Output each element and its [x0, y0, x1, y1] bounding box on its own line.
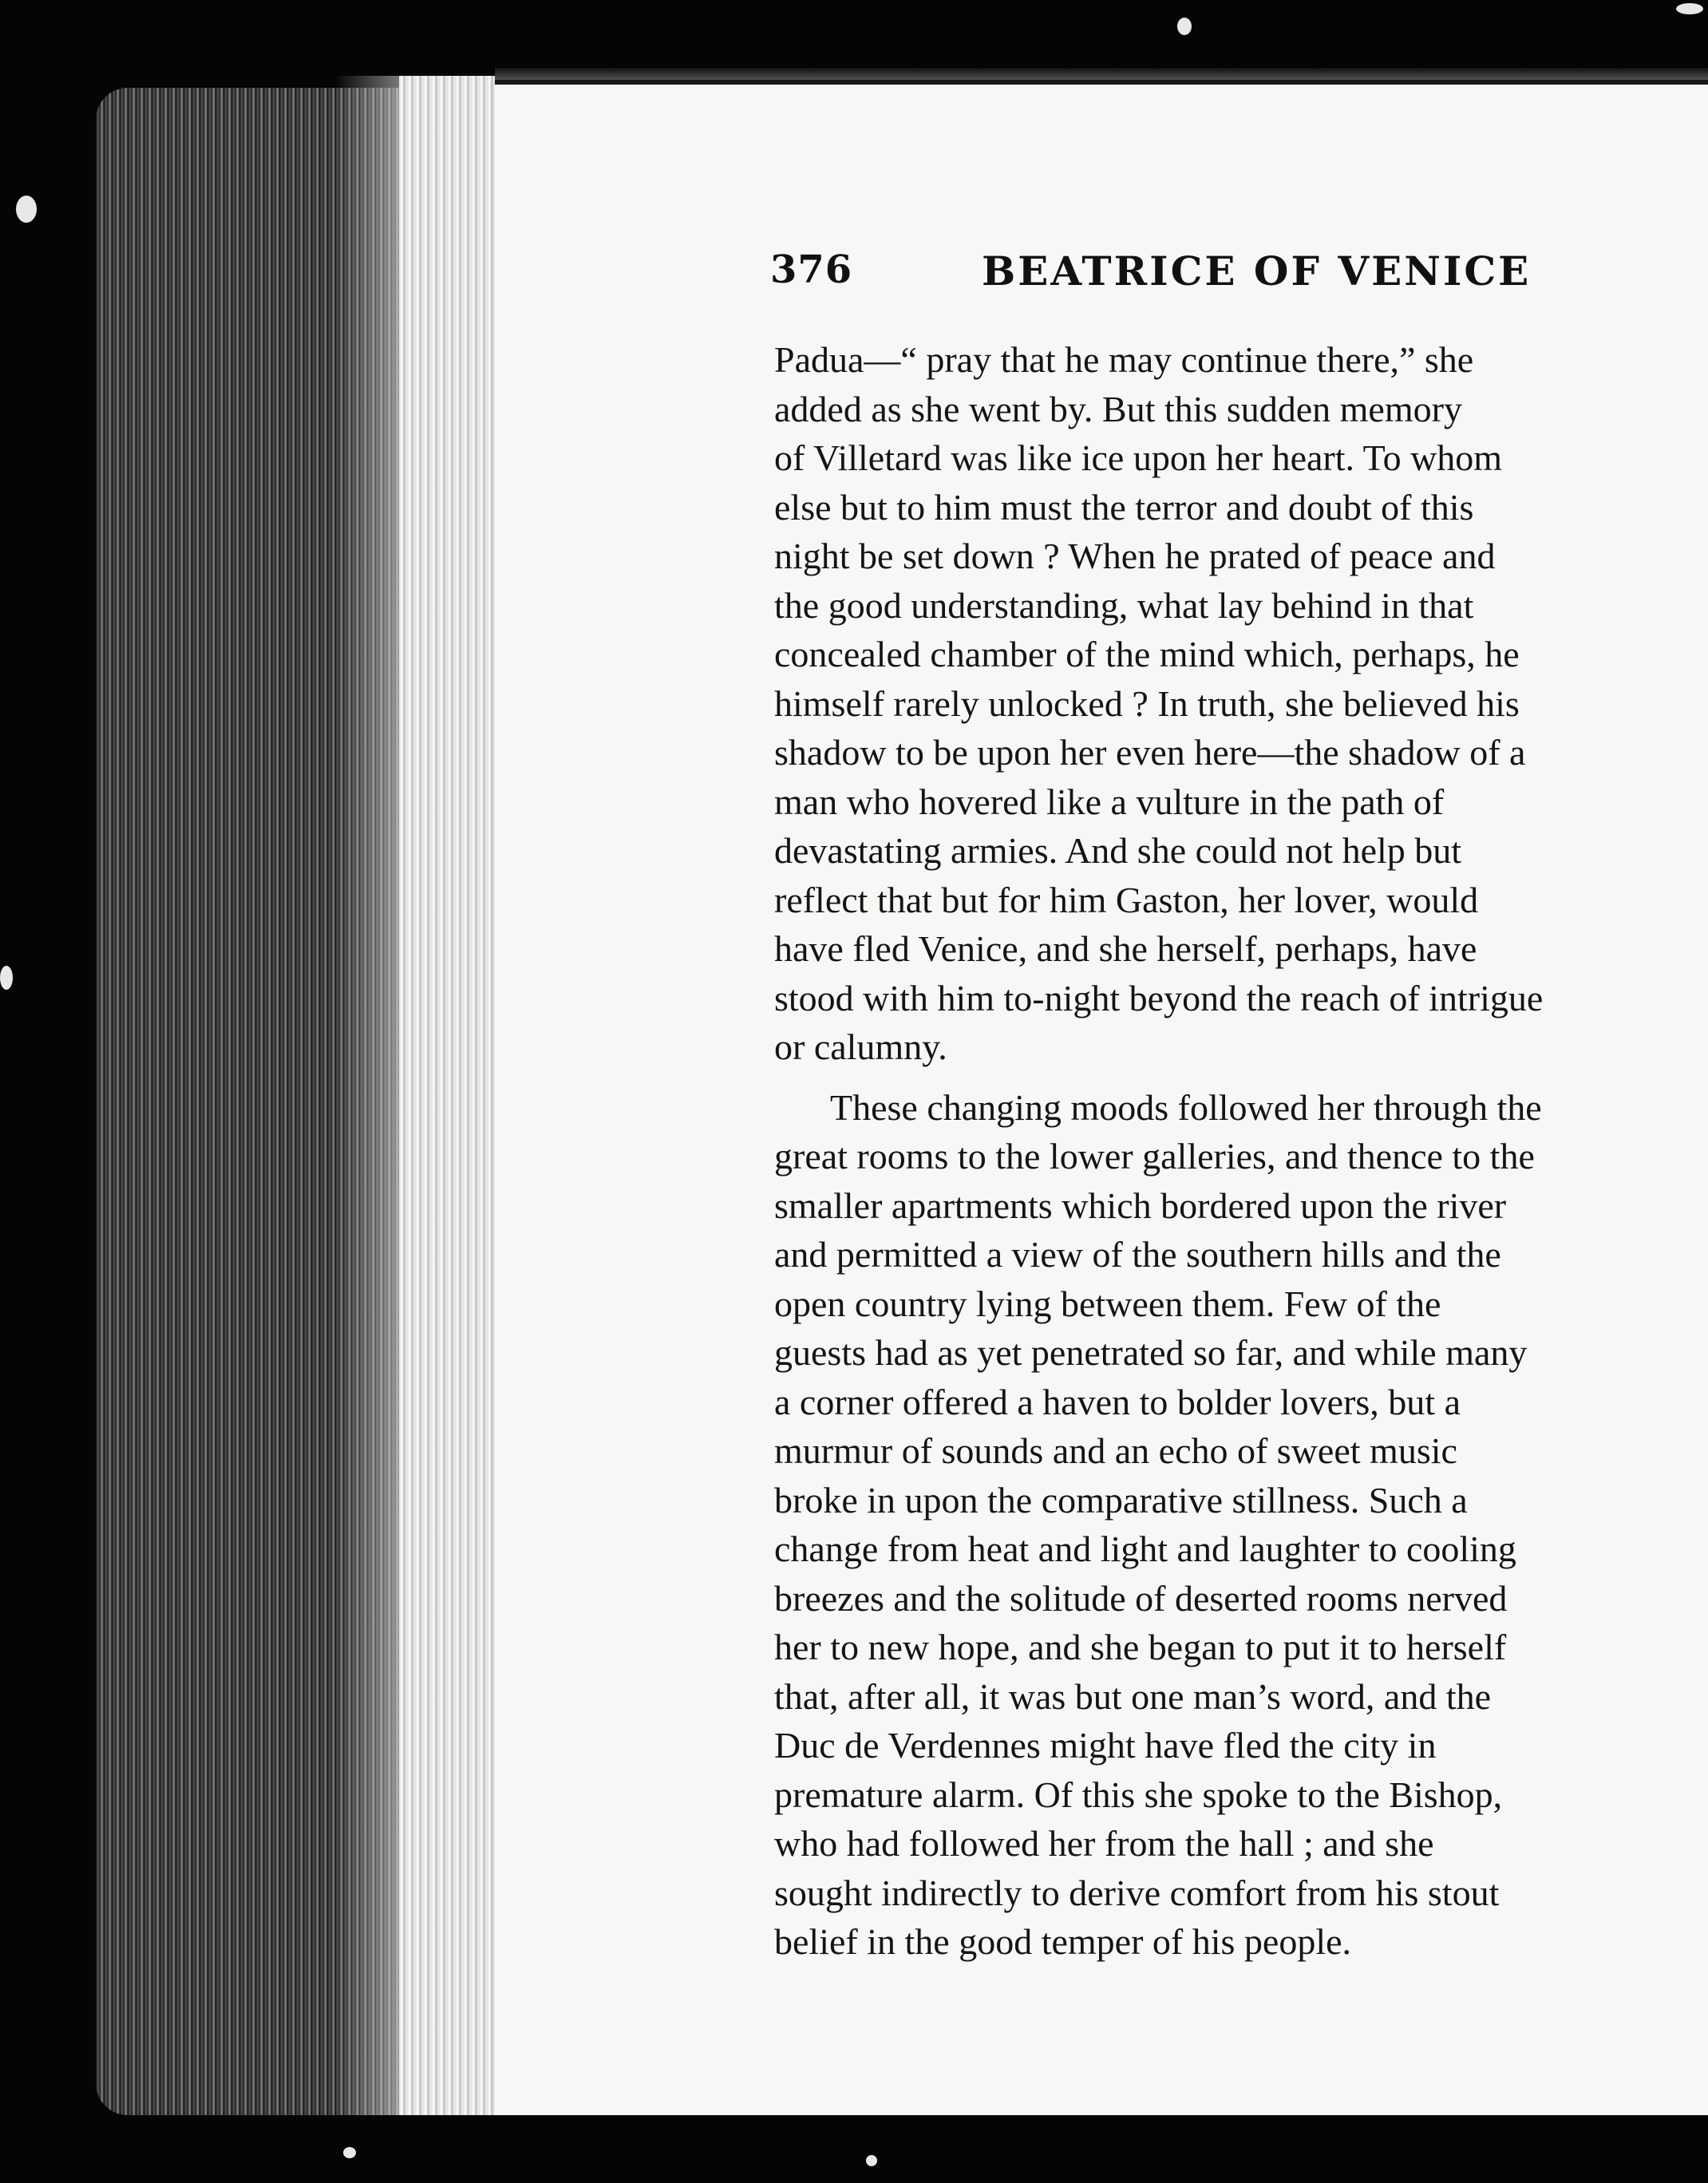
text-line: have fled Venice, and she herself, perhaps, have — [774, 928, 1477, 969]
text-line: added as she went by. But this sudden memory — [774, 388, 1462, 429]
page-number: 376 — [770, 247, 853, 292]
dust-speck — [16, 196, 37, 223]
text-line: broke in upon the comparative stillness. Such a — [774, 1479, 1468, 1521]
text-line: smaller apartments which bordered upon the river — [774, 1184, 1507, 1226]
running-head — [770, 247, 1708, 311]
text-line: shadow to be upon her even here—the shadow of a — [774, 732, 1526, 773]
text-line: breezes and the solitude of deserted rooms nerved — [774, 1577, 1508, 1619]
text-line: belief in the good temper of his people. — [774, 1921, 1352, 1962]
dust-speck — [0, 966, 13, 990]
text-line: great rooms to the lower galleries, and thence to the — [774, 1136, 1535, 1177]
text-line: guests had as yet penetrated so far, and while many — [774, 1332, 1528, 1373]
bottom-shadow — [0, 2115, 1708, 2183]
text-line: premature alarm. Of this she spoke to the Bishop, — [774, 1774, 1503, 1815]
paragraph — [774, 1083, 1708, 1967]
text-line: These changing moods followed her through the — [830, 1086, 1542, 1128]
text-line: open country lying between them. Few of the — [774, 1283, 1441, 1324]
paragraph — [774, 335, 1708, 1072]
text-line: of Villetard was like ice upon her heart. To whom — [774, 437, 1503, 478]
dust-speck — [1177, 18, 1192, 35]
text-line: Duc de Verdennes might have fled the city in — [774, 1725, 1437, 1766]
text-line: devastating armies. And she could not help but — [774, 830, 1462, 871]
text-line: concealed chamber of the mind which, perhaps, he — [774, 634, 1520, 674]
text-line: or calumny. — [774, 1026, 947, 1067]
dust-speck — [343, 2147, 356, 2158]
text-line: who had followed her from the hall ; and she — [774, 1823, 1434, 1864]
text-line: that, after all, it was but one man’s word, and the — [774, 1675, 1492, 1717]
text-line: else but to him must the terror and doubt of this — [774, 486, 1474, 528]
text-line: night be set down ? When he prated of peace and — [774, 536, 1496, 576]
text-line: stood with him to-night beyond the reach of intrigue — [774, 977, 1544, 1018]
text-line: sought indirectly to derive comfort from his stout — [774, 1872, 1500, 1913]
text-line: the good understanding, what lay behind in that — [774, 584, 1474, 626]
body-text — [774, 335, 1708, 1967]
text-line: her to new hope, and she began to put it to herself — [774, 1627, 1507, 1667]
text-line: Padua—“ pray that he may continue there,” she — [774, 339, 1474, 380]
text-line: and permitted a view of the southern hills and the — [774, 1234, 1501, 1275]
dust-speck — [866, 2155, 877, 2166]
text-line: change from heat and light and laughter to cooling — [774, 1528, 1516, 1569]
text-line: a corner offered a haven to bolder lovers, but a — [774, 1381, 1461, 1422]
dust-speck — [1676, 3, 1703, 14]
text-line: reflect that but for him Gaston, her lover, would — [774, 879, 1479, 920]
book-title: BEATRICE OF VENICE — [982, 247, 1532, 295]
text-line: murmur of sounds and an echo of sweet music — [774, 1430, 1457, 1471]
text-line: man who hovered like a vulture in the path of — [774, 781, 1445, 822]
text-line: himself rarely unlocked ? In truth, she believed his — [774, 682, 1520, 724]
